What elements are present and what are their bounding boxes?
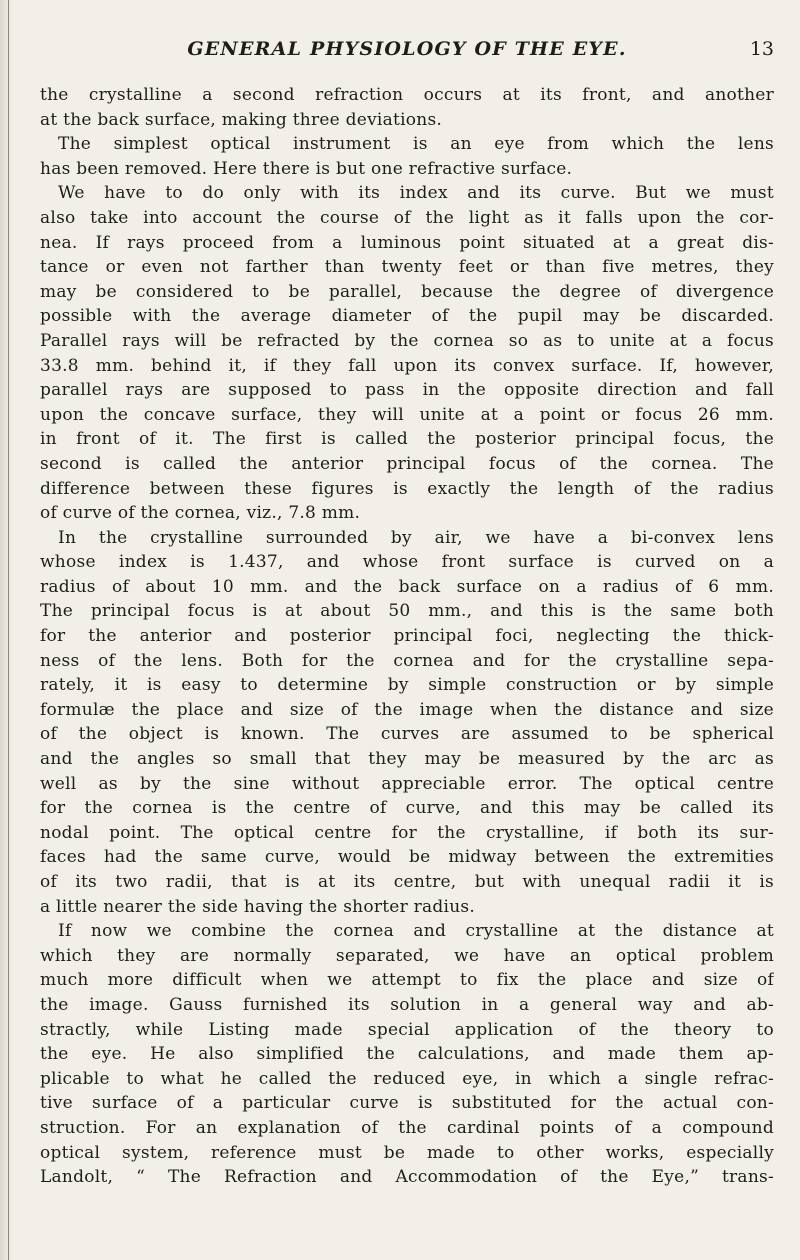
text-line: may be considered to be parallel, because the degree of divergence — [40, 281, 774, 302]
text-line: We have to do only with its index and its curve. But we must — [58, 183, 774, 204]
text-line: and the angles so small that they may be measured by the arc as — [40, 749, 774, 770]
text-line: In the crystalline surrounded by air, we have a bi-convex lens — [58, 527, 774, 548]
text-line: parallel rays are supposed to pass in the opposite direction and fall — [40, 380, 774, 401]
text-line: the eye. He also simplified the calculations, and made them ap- — [40, 1044, 774, 1065]
page-header — [40, 38, 774, 68]
text-line: struction. For an explanation of the cardinal points of a compound — [40, 1117, 774, 1138]
text-line: of the object is known. The curves are assumed to be spherical — [40, 724, 774, 745]
text-line: the image. Gauss furnished its solution in a general way and ab- — [40, 994, 774, 1015]
text-line: for the cornea is the centre of curve, and this may be called its — [40, 798, 774, 819]
text-line: The simplest optical instrument is an eye from which the lens — [58, 134, 774, 155]
page-edge — [0, 0, 14, 1260]
text-line: rately, it is easy to determine by simple construction or by simple — [40, 675, 774, 696]
text-line: tive surface of a particular curve is substituted for the actual con- — [40, 1093, 774, 1114]
binding-line — [8, 0, 9, 1260]
body-text — [40, 83, 774, 1190]
text-line: well as by the sine without appreciable error. The optical centre — [40, 773, 774, 794]
text-line: the crystalline a second refraction occurs at its front, and another — [40, 85, 774, 105]
text-line: has been removed. Here there is but one refractive surface. — [40, 158, 573, 179]
text-line: difference between these figures is exactly the length of the radius — [40, 478, 774, 499]
text-line: upon the concave surface, they will unite at a point or focus 26 mm. — [40, 404, 774, 425]
text-line: in front of it. The first is called the posterior principal focus, the — [40, 429, 774, 450]
text-line: nodal point. The optical centre for the crystalline, if both its sur- — [40, 822, 774, 843]
text-line: much more difficult when we attempt to fix the place and size of — [40, 970, 774, 991]
text-line: stractly, while Listing made special application of the theory to — [40, 1019, 774, 1040]
text-line: radius of about 10 mm. and the back surface on a radius of 6 mm. — [40, 576, 774, 597]
text-line: 33.8 mm. behind it, if they fall upon its convex surface. If, however, — [40, 355, 774, 376]
text-line: which they are normally separated, we have an optical problem — [40, 945, 774, 966]
text-line: The principal focus is at about 50 mm., and this is the same both — [40, 601, 774, 622]
text-line: If now we combine the cornea and crystalline at the distance at — [58, 921, 774, 942]
text-line: for the anterior and posterior principal foci, neglecting the thick- — [40, 626, 774, 647]
page-number: 13 — [749, 38, 774, 60]
text-line: whose index is 1.437, and whose front surface is curved on a — [40, 552, 774, 573]
text-line: faces had the same curve, would be midway between the extremities — [40, 847, 774, 868]
text-line: second is called the anterior principal focus of the cornea. The — [40, 453, 774, 474]
text-line: of curve of the cornea, viz., 7.8 mm. — [40, 503, 361, 524]
text-line: of its two radii, that is at its centre, but with unequal radii it is — [40, 872, 774, 892]
text-line: also take into account the course of the light as it falls upon the cor- — [40, 207, 774, 228]
text-line: ness of the lens. Both for the cornea and for the crystalline sepa- — [40, 650, 774, 671]
text-line: optical system, reference must be made to other works, especially — [40, 1142, 774, 1163]
text-line: a little nearer the side having the shorter radius. — [40, 896, 476, 917]
text-line: Parallel rays will be refracted by the cornea so as to unite at a focus — [40, 330, 774, 351]
text-line: formulæ the place and size of the image when the distance and size — [40, 699, 774, 720]
running-head: GENERAL PHYSIOLOGY OF THE EYE. — [187, 38, 627, 60]
text-line: nea. If rays proceed from a luminous point situated at a great dis- — [40, 232, 774, 253]
text-line: plicable to what he called the reduced eye, in which a single refrac- — [40, 1068, 774, 1089]
text-line: tance or even not farther than twenty feet or than five metres, they — [40, 257, 774, 278]
text-line: at the back surface, making three deviations. — [40, 109, 443, 130]
text-line: possible with the average diameter of the pupil may be discarded. — [40, 306, 774, 327]
text-line: Landolt, “ The Refraction and Accommodation of the Eye,” trans- — [40, 1167, 774, 1188]
